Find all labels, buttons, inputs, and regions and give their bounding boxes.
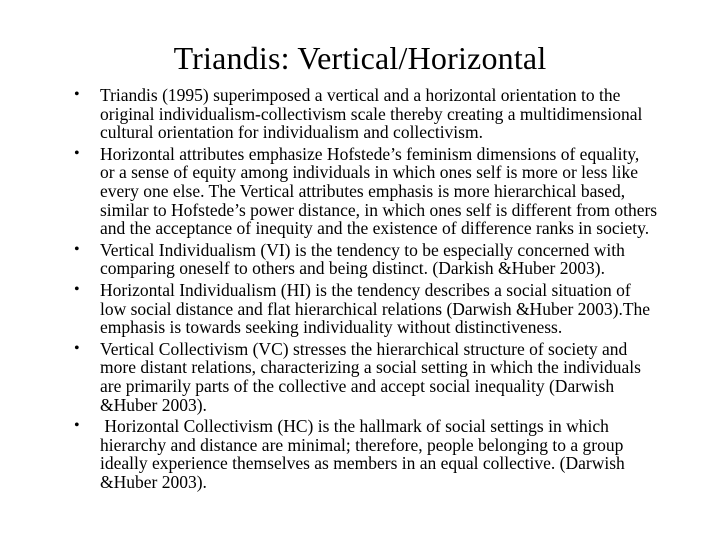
- slide-title: Triandis: Vertical/Horizontal: [173, 40, 547, 76]
- bullet-item-vertical-collectivism: • Vertical Collectivism (VC) stresses the hierarchical structure of society and more distant relations, characterizing a social setting in which the individuals are primarily parts of the collective and accept social inequality (Darwish &Huber 2003).: [72, 340, 658, 414]
- bullet-list: [72, 85, 662, 494]
- bullet-item-horizontal-collectivism: • Horizontal Collectivism (HC) is the hallmark of social settings in which hierarchy and distance are minimal; therefore, people belonging to a group ideally experience themselves as members in an equal collective. (Darwish &Huber 2003).: [72, 417, 658, 491]
- bullet-item-horizontal-vertical-attributes: • Horizontal attributes emphasize Hofstede’s feminism dimensions of equality, or a sense of equity among individuals in which ones self is more or less like every one else. The Vertical attributes emphasis is more hierarchical based, similar to Hofstede’s power distance, in which ones self is different from others and the acceptance of inequity and the existence of difference ranks in society.: [72, 145, 658, 238]
- bullet-item-triandis-1995: • Triandis (1995) superimposed a vertical and a horizontal orientation to the original individualism-collectivism scale thereby creating a multidimensional cultural orientation for individualism and collectivism.: [72, 86, 658, 142]
- bullet-item-horizontal-individualism: • Horizontal Individualism (HI) is the tendency describes a social situation of low social distance and flat hierarchical relations (Darwish &Huber 2003).The emphasis is towards seeking individuality without distinctiveness.: [72, 281, 658, 337]
- bullet-item-vertical-individualism: • Vertical Individualism (VI) is the tendency to be especially concerned with comparing oneself to others and being distinct. (Darkish &Huber 2003).: [72, 241, 658, 278]
